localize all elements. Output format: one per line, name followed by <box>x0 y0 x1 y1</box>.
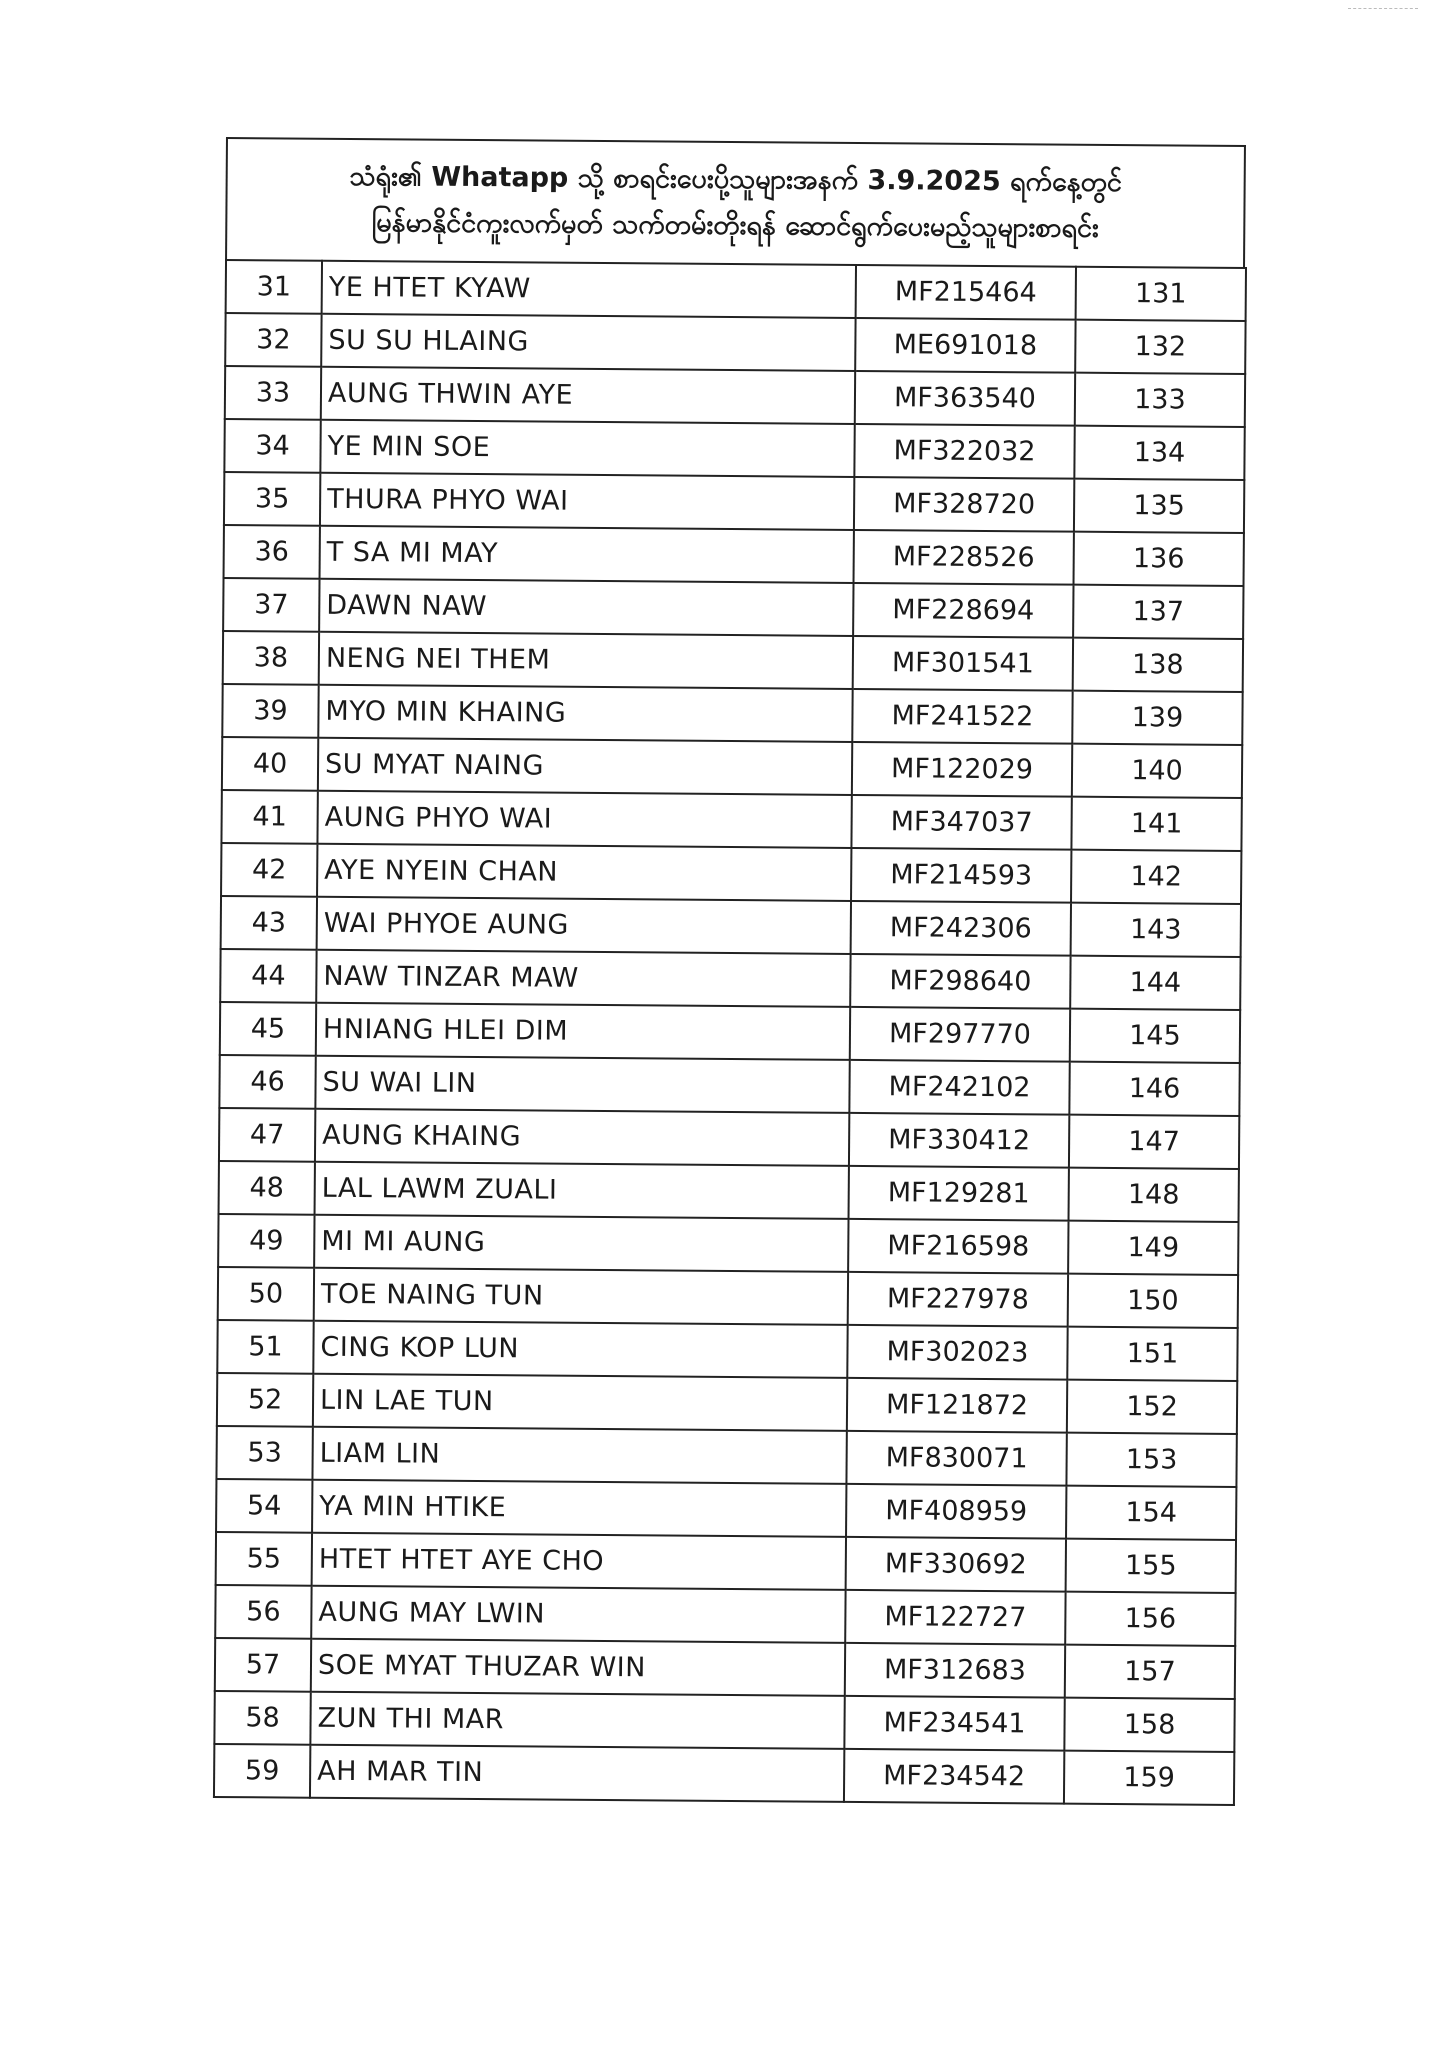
passport-number-cell: MF408959 <box>846 1484 1066 1539</box>
row-number-cell: 52 <box>217 1373 313 1427</box>
row-number-cell: 40 <box>222 737 318 791</box>
passport-number-cell: MF297770 <box>850 1007 1070 1062</box>
applicant-name-cell: AUNG MAY LWIN <box>311 1586 845 1643</box>
row-number-cell: 48 <box>219 1161 315 1215</box>
sequence-number-cell: 140 <box>1072 744 1242 798</box>
passport-number-cell: MF121872 <box>847 1378 1067 1433</box>
sequence-number-cell: 137 <box>1073 585 1243 639</box>
sequence-number-cell: 134 <box>1074 426 1244 480</box>
sequence-number-cell: 138 <box>1073 638 1243 692</box>
table-row <box>222 737 1242 798</box>
table-row <box>218 1267 1238 1328</box>
sequence-number-cell: 142 <box>1071 850 1241 904</box>
row-number-cell: 54 <box>216 1479 312 1533</box>
sequence-number-cell: 135 <box>1074 479 1244 533</box>
passport-number-cell: MF234541 <box>844 1696 1064 1751</box>
table-header <box>225 137 1246 267</box>
sequence-number-cell: 139 <box>1072 691 1242 745</box>
table-row <box>220 949 1240 1010</box>
passport-number-cell: MF122029 <box>852 742 1072 797</box>
applicant-name-cell: AUNG THWIN AYE <box>321 367 855 424</box>
passport-number-cell: MF122727 <box>845 1590 1065 1645</box>
table-row <box>218 1214 1238 1275</box>
row-number-cell: 37 <box>223 578 319 632</box>
row-number-cell: 44 <box>220 949 316 1003</box>
table-row <box>221 896 1241 957</box>
passport-number-cell: MF129281 <box>849 1166 1069 1221</box>
sequence-number-cell: 145 <box>1070 1009 1240 1063</box>
applicant-name-cell: SU WAI LIN <box>315 1056 849 1113</box>
table-row <box>215 1585 1235 1646</box>
table-row <box>223 578 1243 639</box>
sequence-number-cell: 143 <box>1071 903 1241 957</box>
table-row <box>214 1744 1234 1805</box>
table-row <box>221 790 1241 851</box>
passport-number-cell: MF347037 <box>851 795 1071 850</box>
applicant-name-cell: CING KOP LUN <box>313 1321 847 1378</box>
sequence-number-cell: 133 <box>1075 373 1245 427</box>
passport-number-cell: MF330692 <box>846 1537 1066 1592</box>
sequence-number-cell: 144 <box>1070 956 1240 1010</box>
applicant-name-cell: LAL LAWM ZUALI <box>315 1162 849 1219</box>
sequence-number-cell: 147 <box>1069 1115 1239 1169</box>
row-number-cell: 50 <box>218 1267 314 1321</box>
row-number-cell: 31 <box>226 260 322 314</box>
passport-number-cell: MF228526 <box>854 530 1074 585</box>
applicant-name-cell: LIAM LIN <box>312 1427 846 1484</box>
applicant-table-body <box>214 260 1246 1805</box>
applicant-name-cell: YE HTET KYAW <box>322 261 856 318</box>
passport-number-cell: MF312683 <box>845 1643 1065 1698</box>
applicant-name-cell: T SA MI MAY <box>320 526 854 583</box>
table-row <box>217 1320 1237 1381</box>
sequence-number-cell: 132 <box>1075 320 1245 374</box>
table-row <box>224 525 1244 586</box>
table-row <box>222 684 1242 745</box>
passport-number-cell: MF830071 <box>846 1431 1066 1486</box>
row-number-cell: 34 <box>224 419 320 473</box>
applicant-name-cell: ZUN THI MAR <box>310 1692 844 1749</box>
row-number-cell: 41 <box>221 790 317 844</box>
sequence-number-cell: 148 <box>1069 1168 1239 1222</box>
passport-number-cell: MF363540 <box>855 371 1075 426</box>
row-number-cell: 35 <box>224 472 320 526</box>
sequence-number-cell: 152 <box>1067 1380 1237 1434</box>
applicant-name-cell: AYE NYEIN CHAN <box>317 844 851 901</box>
passport-number-cell: MF227978 <box>848 1272 1068 1327</box>
applicant-name-cell: LIN LAE TUN <box>313 1374 847 1431</box>
applicant-table <box>213 259 1247 1806</box>
applicant-name-cell: TOE NAING TUN <box>314 1268 848 1325</box>
row-number-cell: 43 <box>221 896 317 950</box>
applicant-name-cell: YA MIN HTIKE <box>312 1480 846 1537</box>
header-title-line-2: မြန်မာနိုင်ငံကူးလက်မှတ် သက်တမ်းတိုးရန် ဆောင်ရွက်ပေးမည့်သူများစာရင်း <box>371 207 1099 244</box>
applicant-name-cell: AUNG PHYO WAI <box>317 791 851 848</box>
row-number-cell: 55 <box>216 1532 312 1586</box>
row-number-cell: 32 <box>225 313 321 367</box>
sequence-number-cell: 136 <box>1074 532 1244 586</box>
table-row <box>216 1532 1236 1593</box>
sequence-number-cell: 141 <box>1071 797 1241 851</box>
sequence-number-cell: 153 <box>1066 1433 1236 1487</box>
row-number-cell: 46 <box>219 1055 315 1109</box>
row-number-cell: 56 <box>215 1585 311 1639</box>
row-number-cell: 51 <box>217 1320 313 1374</box>
header-title-line-1: သံရုံး၏ Whatapp သို့ စာရင်းပေးပို့သူများအနက် 3.9.2025 ရက်နေ့တွင် <box>349 160 1123 199</box>
applicant-name-cell: WAI PHYOE AUNG <box>317 897 851 954</box>
row-number-cell: 53 <box>216 1426 312 1480</box>
row-number-cell: 38 <box>223 631 319 685</box>
table-row <box>219 1161 1239 1222</box>
sequence-number-cell: 158 <box>1064 1698 1234 1752</box>
sequence-number-cell: 149 <box>1068 1221 1238 1275</box>
passport-number-cell: MF328720 <box>854 477 1074 532</box>
sequence-number-cell: 154 <box>1066 1486 1236 1540</box>
table-row <box>216 1479 1236 1540</box>
applicant-name-cell: MI MI AUNG <box>314 1215 848 1272</box>
row-number-cell: 58 <box>214 1691 310 1745</box>
applicant-name-cell: HTET HTET AYE CHO <box>312 1533 846 1590</box>
applicant-name-cell: SOE MYAT THUZAR WIN <box>311 1639 845 1696</box>
table-row <box>219 1108 1239 1169</box>
sequence-number-cell: 156 <box>1065 1592 1235 1646</box>
table-row <box>223 631 1243 692</box>
row-number-cell: 47 <box>219 1108 315 1162</box>
row-number-cell: 42 <box>221 843 317 897</box>
applicant-name-cell: NENG NEI THEM <box>319 632 853 689</box>
table-row <box>215 1638 1235 1699</box>
applicant-name-cell: HNIANG HLEI DIM <box>316 1003 850 1060</box>
sequence-number-cell: 150 <box>1068 1274 1238 1328</box>
applicant-name-cell: THURA PHYO WAI <box>320 473 854 530</box>
applicant-name-cell: AUNG KHAING <box>315 1109 849 1166</box>
table-row <box>224 472 1244 533</box>
row-number-cell: 45 <box>220 1002 316 1056</box>
applicant-list-sheet <box>213 137 1246 1806</box>
passport-number-cell: MF228694 <box>853 583 1073 638</box>
table-row <box>217 1373 1237 1434</box>
table-row <box>225 366 1245 427</box>
applicant-name-cell: MYO MIN KHAING <box>318 685 852 742</box>
passport-number-cell: ME691018 <box>855 318 1075 373</box>
applicant-name-cell: DAWN NAW <box>319 579 853 636</box>
passport-number-cell: MF302023 <box>847 1325 1067 1380</box>
applicant-name-cell: NAW TINZAR MAW <box>316 950 850 1007</box>
row-number-cell: 39 <box>222 684 318 738</box>
sequence-number-cell: 151 <box>1067 1327 1237 1381</box>
row-number-cell: 59 <box>214 1744 310 1798</box>
passport-number-cell: MF298640 <box>850 954 1070 1009</box>
row-number-cell: 57 <box>215 1638 311 1692</box>
passport-number-cell: MF330412 <box>849 1113 1069 1168</box>
table-row <box>220 1002 1240 1063</box>
passport-number-cell: MF301541 <box>853 636 1073 691</box>
table-row <box>226 260 1246 321</box>
applicant-name-cell: YE MIN SOE <box>320 420 854 477</box>
passport-number-cell: MF234542 <box>844 1749 1064 1804</box>
row-number-cell: 36 <box>224 525 320 579</box>
applicant-name-cell: SU SU HLAING <box>321 314 855 371</box>
table-row <box>216 1426 1236 1487</box>
table-row <box>214 1691 1234 1752</box>
table-row <box>221 843 1241 904</box>
table-row <box>225 313 1245 374</box>
passport-number-cell: MF242102 <box>849 1060 1069 1115</box>
passport-number-cell: MF242306 <box>851 901 1071 956</box>
applicant-name-cell: AH MAR TIN <box>310 1745 844 1802</box>
passport-number-cell: MF215464 <box>856 265 1076 320</box>
table-row <box>219 1055 1239 1116</box>
row-number-cell: 33 <box>225 366 321 420</box>
scan-corner-mark <box>1348 8 1418 12</box>
passport-number-cell: MF241522 <box>852 689 1072 744</box>
applicant-name-cell: SU MYAT NAING <box>318 738 852 795</box>
sequence-number-cell: 131 <box>1076 267 1246 321</box>
sequence-number-cell: 146 <box>1069 1062 1239 1116</box>
table-row <box>224 419 1244 480</box>
passport-number-cell: MF214593 <box>851 848 1071 903</box>
sequence-number-cell: 155 <box>1066 1539 1236 1593</box>
sequence-number-cell: 159 <box>1064 1751 1234 1805</box>
row-number-cell: 49 <box>218 1214 314 1268</box>
sequence-number-cell: 157 <box>1065 1645 1235 1699</box>
passport-number-cell: MF322032 <box>854 424 1074 479</box>
passport-number-cell: MF216598 <box>848 1219 1068 1274</box>
